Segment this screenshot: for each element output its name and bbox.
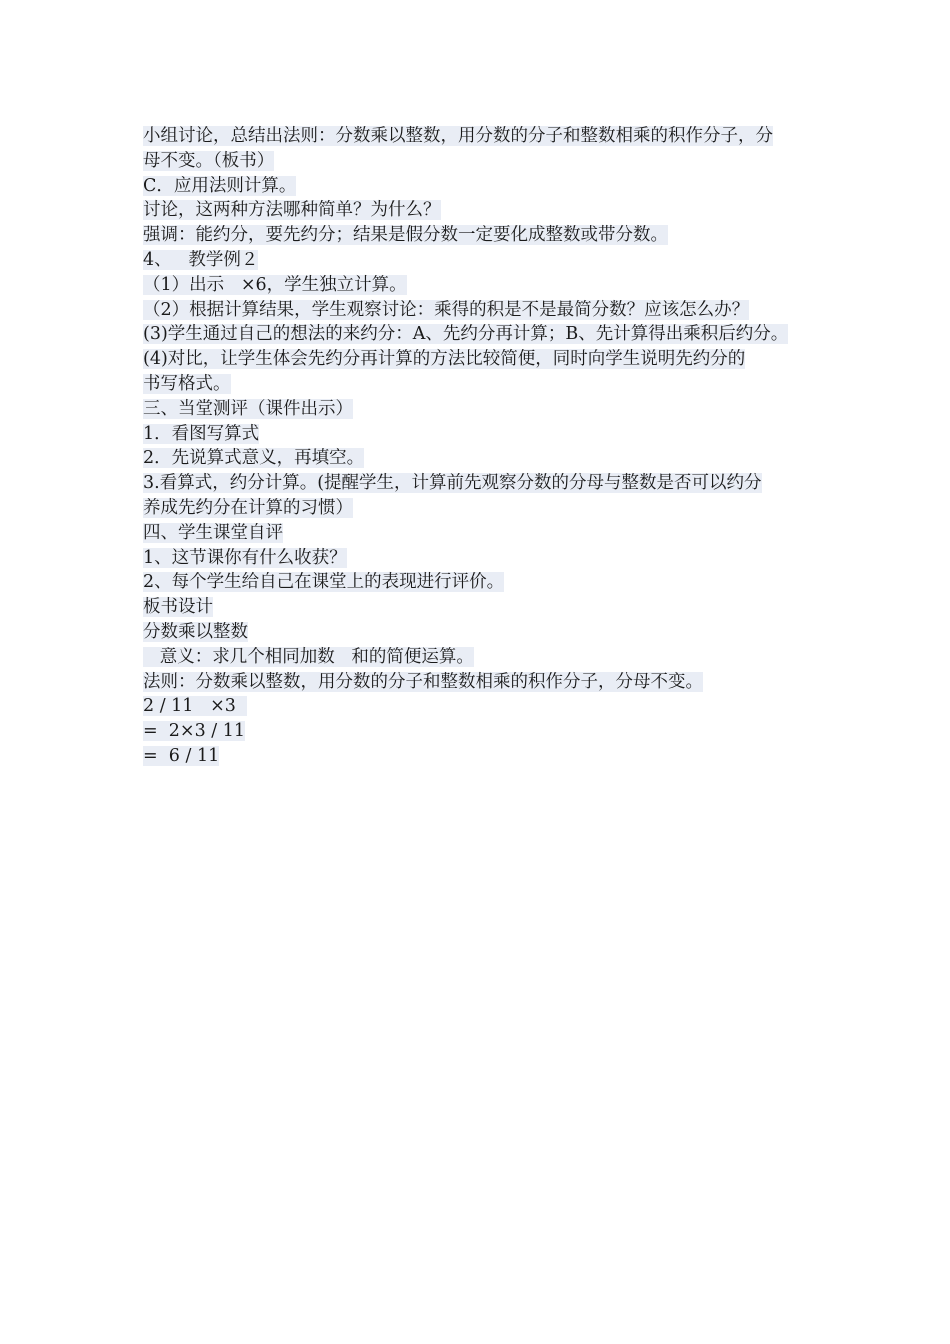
text-line-25-text: = 2×3 / 11 bbox=[143, 721, 246, 742]
text-line-14 bbox=[143, 446, 813, 471]
text-line-13 bbox=[143, 422, 813, 447]
text-line-18 bbox=[143, 546, 813, 571]
text-line-1-text: 小组讨论，总结出法则：分数乘以整数，用分数的分子和整数相乘的积作分子，分 bbox=[143, 126, 773, 146]
text-line-19-text: 2、每个学生给自己在课堂上的表现进行评价。 bbox=[143, 572, 505, 593]
text-line-14-text: 2．先说算式意义，再填空。 bbox=[143, 448, 365, 469]
text-line-9-text: (3)学生通过自己的想法的来约分：A、先约分再计算；B、先计算得出乘积后约分。 bbox=[143, 324, 789, 345]
text-line-3-text: C．应用法则计算。 bbox=[143, 175, 297, 196]
text-line-5 bbox=[143, 223, 813, 248]
text-line-12 bbox=[143, 397, 813, 422]
text-line-4-text: 讨论，这两种方法哪种简单？为什么？ bbox=[143, 200, 441, 221]
text-line-15 bbox=[143, 471, 813, 496]
text-line-18-text: 1、这节课你有什么收获？ bbox=[143, 547, 347, 568]
text-line-16 bbox=[143, 496, 813, 521]
text-line-11-text: 书写格式。 bbox=[143, 373, 231, 394]
text-line-26 bbox=[143, 744, 813, 769]
text-line-5-text: 强调：能约分，要先约分；结果是假分数一定要化成整数或带分数。 bbox=[143, 225, 668, 246]
text-line-17 bbox=[143, 521, 813, 546]
text-line-8 bbox=[143, 298, 813, 323]
text-line-7 bbox=[143, 273, 813, 298]
text-line-8-text: （2）根据计算结果，学生观察讨论：乘得的积是不是最简分数？应该怎么办？ bbox=[143, 299, 750, 320]
text-line-21 bbox=[143, 620, 813, 645]
text-line-24-text: 2 / 11 ×3 bbox=[143, 696, 248, 717]
text-line-17-text: 四、学生课堂自评 bbox=[143, 522, 283, 543]
text-line-13-text: 1．看图写算式 bbox=[143, 423, 260, 444]
text-line-10 bbox=[143, 347, 813, 372]
text-line-3 bbox=[143, 174, 813, 199]
text-line-20 bbox=[143, 595, 813, 620]
text-line-19 bbox=[143, 570, 813, 595]
text-line-23 bbox=[143, 670, 813, 695]
text-line-1 bbox=[143, 124, 813, 149]
text-line-23-text: 法则：分数乘以整数，用分数的分子和整数相乘的积作分子，分母不变。 bbox=[143, 671, 703, 692]
text-line-21-text: 分数乘以整数 bbox=[143, 621, 248, 642]
text-line-6 bbox=[143, 248, 813, 273]
text-line-24 bbox=[143, 694, 813, 719]
text-line-25 bbox=[143, 719, 813, 744]
text-line-10-text: (4)对比，让学生体会先约分再计算的方法比较简便，同时向学生说明先约分的 bbox=[143, 349, 746, 370]
text-line-22-text: 意义：求几个相同加数 和的简便运算。 bbox=[143, 646, 474, 667]
text-line-20-text: 板书设计 bbox=[143, 597, 213, 618]
text-line-2 bbox=[143, 149, 813, 174]
text-line-7-text: （1）出示 ×6，学生独立计算。 bbox=[143, 274, 407, 295]
text-line-9 bbox=[143, 322, 813, 347]
text-line-15-text: 3.看算式，约分计算。(提醒学生，计算前先观察分数的分母与整数是否可以约分 bbox=[143, 473, 762, 494]
text-line-26-text: = 6 / 11 bbox=[143, 745, 220, 766]
text-line-2-text: 母不变。（板书） bbox=[143, 150, 275, 171]
text-line-16-text: 养成先约分在计算的习惯） bbox=[143, 497, 353, 518]
text-line-4 bbox=[143, 198, 813, 223]
document-body bbox=[143, 124, 813, 769]
text-line-22 bbox=[143, 645, 813, 670]
text-line-12-text: 三、当堂测评（课件出示） bbox=[143, 398, 353, 419]
text-line-11 bbox=[143, 372, 813, 397]
text-line-6-text: 4、 教学例２ bbox=[143, 249, 259, 270]
